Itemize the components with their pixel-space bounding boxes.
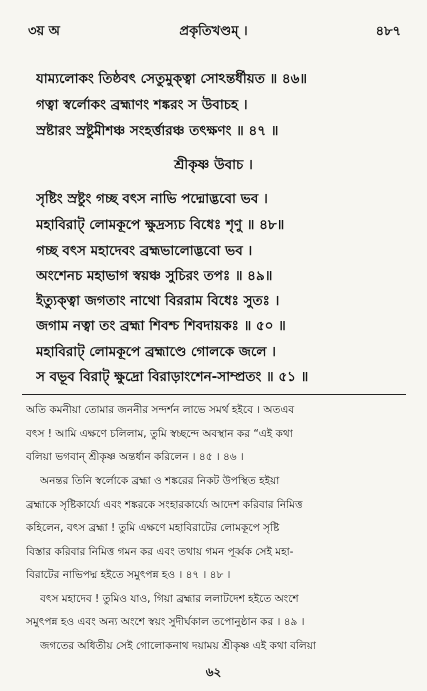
page-number: ৬২	[205, 665, 222, 679]
prose-line: অনন্তর তিনি স্বর্লোকে ব্রহ্মা ও শঙ্করের নিকট উপস্থিত হইয়া	[40, 475, 280, 487]
prose-line: সমুৎপন্ন হও এবং অন্য অংশে স্বয়ং সুদীর্ঘকাল তপোনুষ্ঠান কর । ৪৯ ।	[26, 616, 305, 628]
prose-line: বৎস ! আমি এক্ষণে চলিলাম, তুমি স্বচ্ছন্দে অবস্থান কর “এই কথা	[26, 428, 293, 440]
prose-line: বলিয়া ভগবান্‌ শ্রীকৃষ্ণ অন্তর্ধান করিলেন । ৪৫ । ৪৬ ।	[26, 451, 244, 463]
section-divider	[22, 394, 406, 395]
prose-line: কহিলেন, বৎস ব্রহ্মা ! তুমি এক্ষণে মহাবিরাটের লোমকূপে সৃষ্টি	[26, 522, 280, 534]
verse-line: মহাবিরাট্‌ লোমকূপে ক্ষুদ্রস্যচ বিধেঃ শৃণু ॥ ৪৮॥	[36, 217, 285, 233]
verse-line: জগাম নত্বা তং ব্রহ্মা শিবশ্চ শিবদায়কঃ ॥ ৫০ ॥	[36, 318, 286, 334]
verse-line: যাম্যলোকং তিষ্ঠবৎ সেতুমুক্ত্বা সোঽন্তর্ধীয়ত ॥ ৪৬॥	[36, 71, 308, 87]
prose-line: বিস্তার করিবার নিমিত্ত গমন কর এবং তথায় গমন পূর্ব্বক সেই মহা-	[26, 546, 294, 558]
verse-line: গত্বা স্বর্লোকং ব্রহ্মাণং শঙ্করং স উবাচহ ।	[36, 97, 248, 113]
verse-line: মহাবিরাট্‌ লোমকূপে ব্রহ্মাণ্ডে গোলকে জলে ।	[36, 344, 276, 360]
verse-line: সৃষ্টিং স্রষ্টুং গচ্ছ বৎস নাভি পদ্মোদ্ভবো ভব ।	[36, 191, 268, 207]
page-reference: ৪৮৭	[375, 24, 401, 39]
prose-line: জগতের অধিতীয় সেই গোলোকনাথ দয়াময় শ্রীকৃষ্ণ এই কথা বলিয়া	[40, 640, 316, 652]
speaker-heading: শ্রীকৃষ্ণ উবাচ ।	[174, 157, 253, 173]
verse-line: ইত্যুক্ত্বা জগতাং নাথো বিররাম বিধেঃ সুতঃ ।	[36, 293, 280, 309]
chapter-label: ৩য় অ	[28, 24, 60, 39]
verse-line: স্রষ্টারং স্রষ্টুমীশঞ্চ সংহর্ত্তারঞ্চ তৎক্ষণং ॥ ৪৭ ॥	[36, 123, 279, 139]
verse-line: স বভূব বিরাট্‌ ক্ষুদ্রো বিরাড়াংশেন-সাম্প্রতং ॥ ৫১ ॥	[36, 369, 309, 385]
prose-line: বিরাটের নাভিপদ্ম হইতে সমুৎপন্ন হও । ৪৭ । ৪৮ ।	[26, 569, 231, 581]
prose-line: অতি কমনীয়া তোমার জননীর সন্দর্শন লাভে সমর্থ হইবে । অতএব	[26, 404, 295, 416]
verse-line: গচ্ছ বৎস মহাদেবং ব্রহ্মভালোদ্ভবো ভব ।	[36, 243, 253, 259]
prose-line: বৎস মহাদেব ! তুমিও যাও, গিয়া ব্রহ্মার ললাটদেশ হইতে অংশে	[40, 593, 299, 605]
verse-line: অংশেনচ মহাভাগ স্বয়ঞ্চ সুচিরং তপঃ ॥ ৪৯॥	[36, 268, 273, 284]
prose-line: ব্রহ্মাকে সৃষ্টিকার্য্যে এবং শঙ্করকে সংহারকার্য্যে আদেশ করিবার নিমিত্ত	[26, 499, 303, 511]
running-title: প্রকৃতিখণ্ডম্‌ ।	[179, 24, 248, 39]
